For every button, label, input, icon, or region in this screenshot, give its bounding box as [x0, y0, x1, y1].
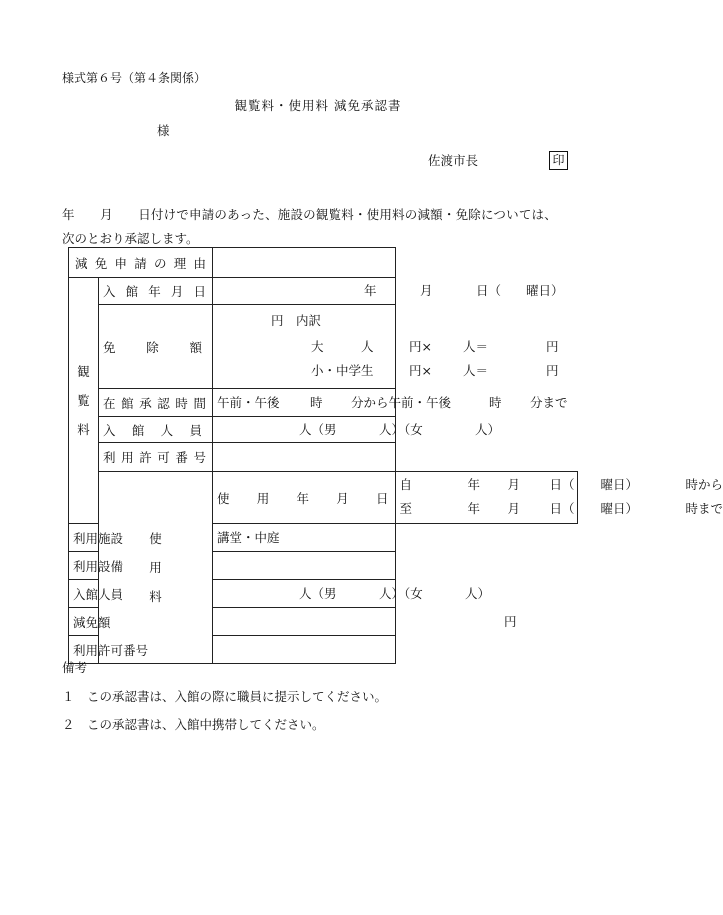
facility-label: [69, 529, 124, 547]
exemption-label-char: 免: [103, 339, 116, 355]
usage-side-label-char: 料: [149, 589, 162, 604]
table-row: [69, 248, 578, 278]
usage-visitors-value-cell: [213, 580, 491, 608]
table-row: [69, 443, 578, 472]
usage-visitors-label: [69, 585, 124, 603]
time-ampm-start: 午前・午後: [217, 395, 280, 410]
viewing-visitors-label: [99, 421, 212, 439]
usage-date-label-char: 月: [336, 490, 349, 506]
equipment-label-char: 設: [98, 558, 111, 574]
reduction-label-char: 免: [85, 614, 99, 630]
time-from: 分から午前・午後: [351, 395, 452, 410]
equipment-label-char: 用: [85, 558, 99, 574]
usage-date-value-cell: [395, 472, 723, 524]
usage-to-suffix: 時まで: [685, 501, 723, 516]
viewing-month: 月: [420, 283, 433, 298]
facility-label-char: 用: [85, 530, 99, 546]
reason-label: [69, 254, 212, 272]
viewing-permit-label-char: 利: [103, 450, 116, 465]
viewing-permit-label: [99, 448, 212, 466]
intro-paragraph: [62, 203, 582, 251]
reason-value-cell: [213, 248, 395, 278]
usage-from-month: 月: [507, 477, 521, 492]
usage-permit-value-cell: [213, 636, 395, 664]
usage-visitors-label-char: 館: [85, 586, 99, 602]
table-row: [69, 389, 578, 417]
exemption-breakdown: 円 内訳: [271, 313, 322, 328]
table-row: [69, 278, 578, 305]
exemption-adult-total: 円: [546, 339, 559, 354]
time-until: 分まで: [530, 395, 568, 410]
form-number: 様式第６号（第４条関係）: [62, 71, 207, 85]
viewing-visitors-value-cell: [213, 417, 501, 443]
reason-label-cell: [69, 248, 213, 278]
time-hour-end: 時: [489, 395, 502, 410]
intro-line-2: 次のとおり承認します。: [62, 231, 199, 246]
viewing-side-label: [69, 357, 98, 444]
table-row: [69, 305, 578, 389]
exemption-child-yen: 円×: [409, 363, 432, 378]
exemption-label: [99, 338, 212, 356]
usage-visitors-label-char: 入: [73, 586, 86, 602]
equipment-label-cell: [69, 552, 124, 580]
usage-side-label-char: 使: [149, 531, 162, 546]
viewing-date-label-char: 館: [125, 284, 139, 299]
reason-label-char: 申: [114, 255, 128, 271]
reason-label-char: の: [154, 255, 167, 271]
viewing-permit-label-char: 用: [121, 450, 134, 465]
reduction-label: [69, 613, 111, 631]
viewing-visitors-label-char: 館: [131, 422, 145, 438]
exemption-adult: 大 人: [311, 339, 374, 354]
time-value-cell: [213, 389, 568, 417]
viewing-permit-value-cell: [213, 443, 395, 472]
usage-to-year: 年: [467, 501, 481, 516]
reason-label-char: 免: [94, 255, 108, 271]
reason-label-char: 理: [173, 255, 187, 271]
usage-from-weekday: 曜日）: [600, 477, 639, 492]
facility-label-char: 設: [110, 530, 124, 546]
reduction-value-cell: [213, 608, 517, 636]
viewing-visitors-end: 人）: [475, 422, 501, 437]
usage-permit-label-char: 許: [98, 642, 111, 658]
usage-visitors-female: 人）（女: [379, 586, 423, 601]
viewing-side-label-char: 料: [77, 422, 90, 437]
exemption-adult-people: 人＝: [463, 339, 489, 354]
viewing-weekday: 曜日）: [526, 283, 564, 298]
viewing-visitors-label-char: 人: [160, 422, 174, 438]
viewing-date-label-char: 入: [103, 284, 116, 299]
viewing-side-cell: [69, 278, 99, 524]
viewing-date-label-char: 月: [170, 284, 184, 299]
document-title: 観覧料・使用料 減免承認書: [234, 98, 402, 113]
viewing-day: 日（: [476, 283, 502, 298]
usage-to-month: 月: [507, 501, 521, 516]
viewing-date-label-char: 年: [148, 284, 161, 299]
usage-visitors-label-char: 人: [98, 586, 111, 602]
exemption-child-people: 人＝: [463, 363, 489, 378]
reduction-label-cell: [69, 608, 111, 636]
remark-item-2: ２ この承認書は、入館中携帯してください。: [62, 717, 325, 732]
exemption-label-char: 額: [189, 339, 203, 355]
facility-value: 講堂・中庭: [217, 530, 280, 545]
usage-to-weekday: 曜日）: [600, 501, 639, 516]
time-label-char: 承: [139, 395, 152, 411]
usage-date-label-char: 用: [256, 490, 270, 506]
exemption-label-cell: [99, 305, 213, 389]
exemption-adult-yen: 円×: [409, 339, 432, 354]
reason-label-char: 減: [75, 255, 88, 271]
equipment-label-char: 利: [73, 558, 86, 574]
equipment-label-char: 備: [110, 558, 124, 574]
viewing-permit-label-char: 可: [157, 450, 170, 465]
viewing-permit-label-char: 号: [193, 450, 206, 465]
time-label-char: 在: [103, 395, 116, 411]
viewing-visitors-label-cell: [99, 417, 213, 443]
remarks-title: 備考: [62, 660, 88, 675]
equipment-label: [69, 557, 124, 575]
usage-permit-label-char: 番: [123, 642, 136, 658]
usage-permit-label-char: 可: [110, 642, 124, 658]
viewing-visitors-female: 人）（女: [379, 422, 423, 437]
approval-form-table: [68, 247, 723, 664]
usage-permit-label: [69, 641, 149, 659]
time-label: [99, 394, 212, 412]
time-label-char: 認: [157, 395, 170, 411]
equipment-value-cell: [213, 552, 395, 580]
reduction-label-char: 減: [73, 614, 86, 630]
facility-label-char: 利: [73, 530, 86, 546]
usage-from-prefix: 自: [399, 477, 413, 492]
viewing-permit-label-cell: [99, 443, 213, 472]
exemption-child: 小・中学生: [311, 363, 374, 378]
viewing-side-label-char: 観: [77, 364, 90, 379]
facility-label-cell: [69, 524, 124, 552]
time-label-char: 間: [193, 395, 206, 411]
usage-date-label-char: 使: [217, 490, 230, 506]
usage-permit-label-char: 利: [73, 642, 86, 658]
usage-date-label-cell: [213, 472, 395, 524]
usage-from-suffix: 時から: [685, 477, 723, 492]
addressee-suffix: 様: [157, 123, 170, 138]
usage-permit-label-char: 用: [85, 642, 99, 658]
viewing-date-label: [99, 282, 212, 300]
reduction-label-char: 額: [98, 614, 111, 630]
viewing-visitors-label-char: 員: [189, 422, 202, 438]
reason-label-char: 由: [193, 255, 207, 271]
viewing-permit-label-char: 許: [139, 450, 152, 465]
usage-permit-label-char: 号: [135, 642, 149, 658]
reason-label-char: 請: [134, 255, 147, 271]
table-row: [69, 417, 578, 443]
facility-label-char: 施: [98, 530, 111, 546]
exemption-child-total: 円: [546, 363, 559, 378]
viewing-date-label-char: 日: [193, 284, 207, 299]
usage-side-label-char: 用: [149, 560, 162, 575]
exemption-value-cell: [213, 305, 559, 389]
usage-visitors-label-char: 員: [110, 586, 124, 602]
viewing-visitors-male: 人（男: [299, 422, 337, 437]
viewing-permit-label-char: 番: [175, 450, 188, 465]
table-row: [69, 472, 578, 524]
remark-item-1: １ この承認書は、入館の際に職員に提示してください。: [62, 689, 388, 704]
usage-from-day: 日（: [549, 477, 575, 492]
viewing-date-label-cell: [99, 278, 213, 305]
seal-stamp-box: 印: [549, 151, 568, 170]
viewing-side-label-char: 覧: [77, 393, 90, 408]
viewing-visitors-label-char: 入: [103, 422, 116, 438]
facility-value-cell: [213, 524, 395, 552]
time-label-cell: [99, 389, 213, 417]
usage-visitors-end: 人）: [465, 586, 491, 601]
usage-visitors-label-cell: [69, 580, 124, 608]
usage-to-day: 日（: [549, 501, 575, 516]
usage-date-label: [213, 489, 394, 507]
usage-to-prefix: 至: [399, 501, 413, 516]
usage-date-label-char: 日: [375, 490, 389, 506]
reduction-yen: 円: [504, 614, 517, 629]
exemption-label-char: 除: [146, 339, 159, 355]
time-label-char: 時: [175, 395, 188, 411]
intro-line-1: 年 月 日付けで申請のあった、施設の観覧料・使用料の減額・免除については、: [62, 207, 557, 222]
viewing-date-value-cell: [213, 278, 564, 305]
usage-date-label-char: 年: [296, 490, 309, 506]
usage-visitors-male: 人（男: [299, 586, 337, 601]
time-label-char: 館: [121, 395, 134, 411]
usage-from-year: 年: [467, 477, 481, 492]
time-hour-start: 時: [310, 395, 323, 410]
issuer-name: 佐渡市長: [428, 153, 479, 168]
viewing-year: 年: [364, 283, 377, 298]
